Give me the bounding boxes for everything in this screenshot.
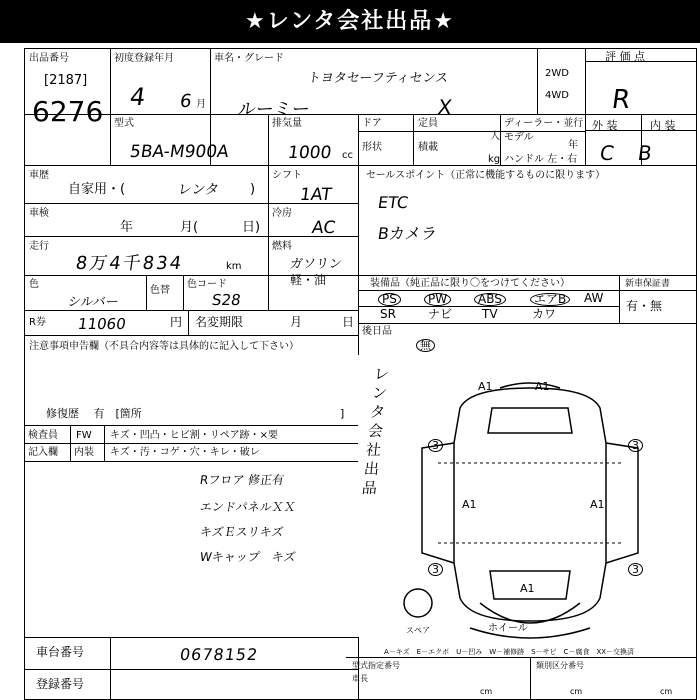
model-year-unit: 年 (568, 140, 578, 151)
int-score: B (636, 141, 654, 165)
mileage-unit: km (226, 261, 242, 272)
model-year-label: モデル (504, 132, 534, 143)
equip-ps: PS (378, 293, 401, 306)
equip-pw: PW (424, 293, 451, 306)
first-reg-label: 初度登録年月 (114, 53, 174, 64)
diagram-spare: スペア (406, 626, 430, 635)
footer-cm-1: cm (480, 687, 493, 696)
diagram-3-rr: 3 (628, 563, 643, 576)
diagram-3-fr: 3 (628, 439, 643, 452)
equip-tv: TV (482, 307, 498, 321)
fuel-label: 燃料 (272, 241, 292, 252)
shape-label: 形状 (362, 142, 382, 153)
footer-cm-3: cm (660, 687, 673, 696)
grade-x: X (436, 95, 454, 119)
remark-4: Wキャップ キズ (198, 550, 297, 564)
registration-label: 登録番号 (36, 677, 85, 691)
displacement-value: 1000 (286, 143, 333, 163)
load-label: 積載 (418, 142, 438, 153)
score-value: R (609, 85, 633, 115)
first-reg-month: 6 (178, 91, 193, 112)
recycle-unit: 円 (170, 315, 183, 329)
footer-shape-label: 型式指定番号 (352, 661, 400, 670)
displacement-label: 排気量 (272, 118, 302, 129)
rear-seat-label: 後日品 (362, 326, 392, 337)
usage-label: 車歴 (29, 170, 49, 181)
auction-sheet (0, 43, 700, 700)
mileage-label: 走行 (29, 241, 49, 252)
inspector-line-1: キズ・凹凸・ヒビ割・リペア跡・×要 (110, 430, 278, 441)
inspection-label: 車検 (29, 208, 49, 219)
remark-1: Rフロア 修正有 (198, 473, 286, 487)
inspection-year: 年 (120, 220, 134, 235)
equip-leather: カワ (532, 307, 557, 321)
door-label: ドア (362, 118, 382, 129)
diagram-a1-rear: A1 (520, 582, 535, 595)
equip-sr: SR (380, 307, 396, 321)
lot-sub: [2187] (44, 73, 88, 88)
usage-close: ) (250, 182, 256, 197)
inspector-line-2: キズ・汚・コゲ・穴・キレ・破レ (110, 447, 260, 458)
diagram-3-fl: 3 (428, 439, 443, 452)
capacity-unit: 人 (490, 131, 500, 142)
notes-close: ] (340, 407, 345, 420)
score-label: 評 価 点 (605, 50, 645, 63)
name-label: 車名・グレード (214, 53, 284, 64)
footer-class-label: 類別区分番号 (536, 661, 584, 670)
inspection-day: 日) (242, 220, 261, 235)
diagram-3-rl: 3 (428, 563, 443, 576)
footer-cm-2: cm (570, 687, 583, 696)
displacement-unit: cc (342, 150, 353, 161)
model-name: ルーミー (236, 99, 312, 120)
fuel-value: ガソリン (288, 257, 343, 272)
color-change-label: 色替 (150, 285, 170, 296)
drive-4wd: 4WD (545, 90, 569, 101)
type-label: 型式 (114, 118, 134, 129)
load-unit: kg (488, 154, 501, 165)
inspector-interior: 内装 (74, 447, 94, 458)
sales-point-1: ETC (376, 193, 410, 212)
diagram-wheel: ホイール (488, 623, 528, 634)
equipment-label: 装備品（純正品に限り〇をつけてください） (370, 278, 570, 289)
remark-2: エンドパネルＸＸ (198, 500, 297, 514)
color-code-label: 色コード (187, 279, 227, 290)
ac-value: AC (310, 218, 337, 238)
fuel-opt: 軽・油 (290, 273, 327, 287)
equip-navi: ナビ (428, 307, 453, 321)
diagram-a1-right: A1 (590, 498, 605, 511)
ac-label: 冷房 (272, 208, 292, 219)
lot-number: 6276 (32, 95, 104, 128)
type-value: 5BA-M900A (128, 142, 231, 162)
footer-length: 車長 (352, 674, 368, 683)
recycle-label: R券 (29, 317, 46, 328)
warranty-value: 有・無 (626, 299, 663, 313)
inspector-fw: FW (76, 430, 92, 441)
int-label: 内 装 (650, 119, 676, 132)
equip-abs: ABS (474, 293, 506, 306)
handle-label: ハンドル 左・右 (504, 154, 578, 165)
drive-2wd: 2WD (545, 68, 569, 79)
legend: A－キズ E－エクボ U－凹み W－補修跡 S－サビ C－腐食 XX－交換済 (384, 648, 635, 656)
warranty-label: 新車保証書 (625, 279, 671, 289)
shift-value: 1AT (298, 185, 333, 205)
rental-stamp: レンタ会社出品 (361, 365, 391, 497)
usage-note: レンタ (176, 182, 221, 198)
sales-points-label: セールスポイント（正常に機能するものに限ります） (366, 170, 606, 181)
notes-label: 注意事項申告欄（不具合内容等は具体的に記入して下さい） (29, 341, 299, 352)
inspection-month: 月( (180, 220, 199, 235)
usage-value: 自家用・( (68, 182, 126, 197)
mileage-value: 8万4千834 (74, 253, 185, 274)
capacity-label: 定員 (418, 118, 438, 129)
equip-airbag: エアB (530, 293, 570, 306)
diagram-a1-left: A1 (462, 498, 477, 511)
first-reg-year: 4 (128, 83, 148, 111)
diagram-a1-top-right: A1 (535, 380, 550, 393)
equip-aw: AW (584, 291, 604, 305)
color-code: S28 (210, 291, 242, 309)
ext-score: C (598, 141, 616, 165)
color-value: シルバー (66, 295, 120, 310)
banner-title: ★レンタ会社出品★ (0, 0, 700, 43)
first-reg-month-unit: 月 (196, 99, 206, 110)
shift-label: シフト (272, 170, 302, 181)
inspector-label-1: 検査員 (28, 430, 58, 441)
sales-point-2: Bカメラ (376, 224, 439, 243)
dealer-label: ディーラー・並行 (504, 118, 584, 129)
diagram-a1-top-left: A1 (478, 380, 493, 393)
car-damage-diagram (0, 43, 700, 700)
grade-text: トヨタセーフティセンス (306, 71, 450, 86)
recycle-value: 11060 (76, 315, 127, 333)
rear-seat-value: 無 (416, 339, 435, 352)
lot-label: 出品番号 (29, 53, 69, 64)
color-label: 色 (29, 279, 39, 290)
inspector-label-2: 記入欄 (28, 447, 58, 458)
chassis-label: 車台番号 (36, 645, 85, 659)
name-change-month: 月 (290, 315, 303, 329)
name-change-day: 日 (342, 315, 355, 329)
notes-repair: 修復歴 有 [箇所 (46, 407, 142, 420)
remark-3: キズＥスリキズ (198, 525, 285, 539)
ext-label: 外 装 (592, 119, 618, 132)
name-change-label: 名変期限 (195, 315, 244, 329)
chassis-value: 0678152 (178, 645, 260, 664)
